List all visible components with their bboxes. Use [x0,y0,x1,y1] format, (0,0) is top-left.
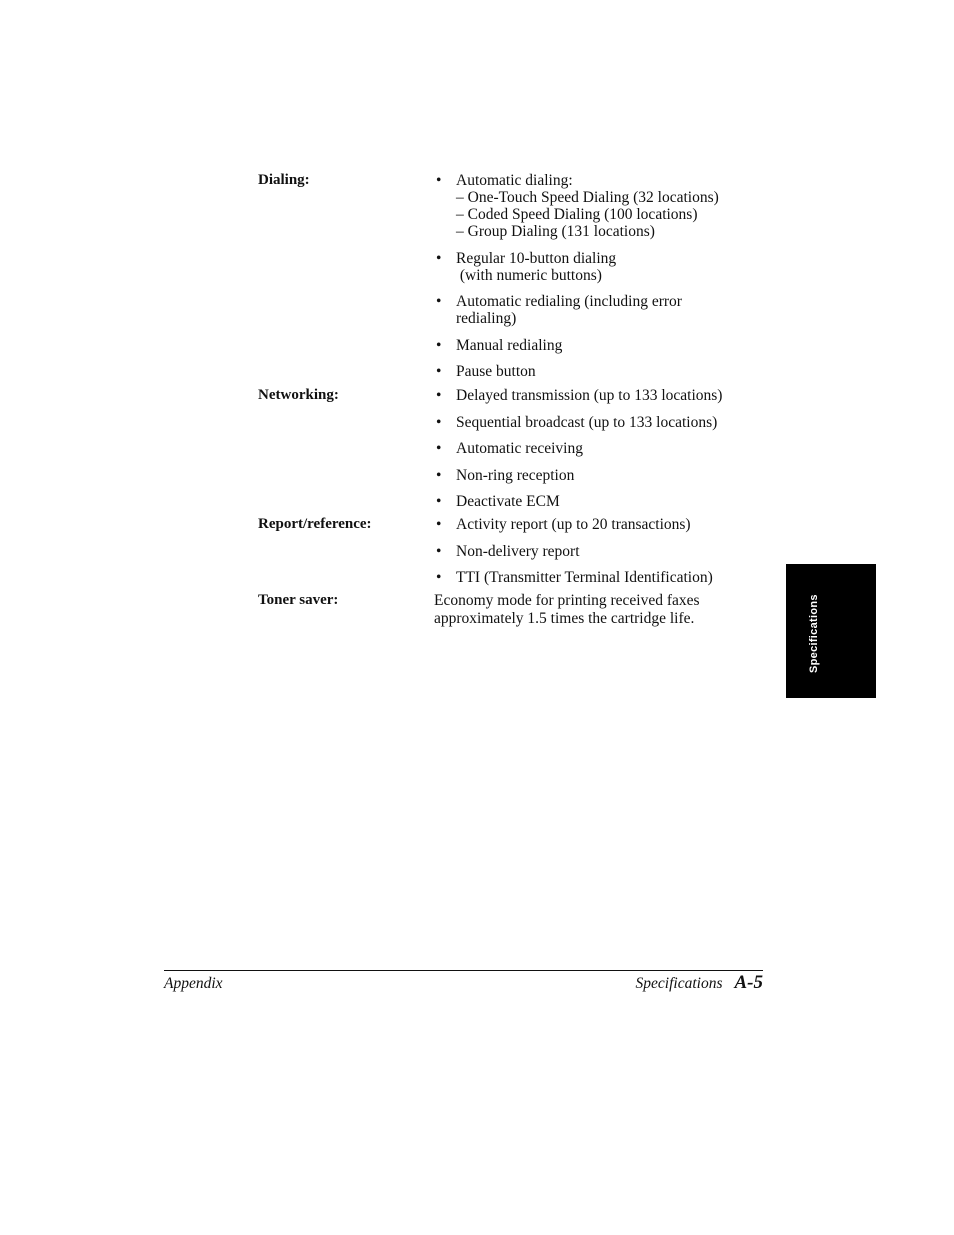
term-networking: Networking: [258,387,339,403]
term-report-reference: Report/reference: [258,516,372,532]
list-item: • Pause button [436,363,536,380]
footer-section: Specifications [635,975,723,992]
bullet-icon: • [436,336,442,354]
bullet-icon: • [436,363,442,380]
side-tab [786,564,876,698]
page-number: A-5 [734,972,763,993]
footer-chapter: Appendix [164,975,223,992]
list-item: • Automatic redialing (including error redialing) [436,293,682,327]
list-item: • Deactivate ECM [436,493,560,510]
list-item: • Regular 10-button dialing (with numeric buttons) [436,249,617,284]
bullet-list-report-reference [434,516,774,596]
bullet-icon: • [436,569,442,586]
list-item: • TTI (Transmitter Terminal Identification) [436,569,713,586]
bullet-icon: • [436,387,442,404]
list-item: • Non-ring reception [436,466,575,484]
bullet-icon: • [436,440,442,457]
footer-page-info [636,972,763,994]
list-item: • Delayed transmission (up to 133 locations) [436,387,723,404]
bullet-icon: • [436,172,442,189]
term-dialing: Dialing: [258,172,310,188]
bullet-icon: • [436,542,442,560]
bullet-icon: • [436,493,442,510]
list-item: • Sequential broadcast (up to 133 locations) [436,413,718,431]
bullet-icon: • [436,249,442,267]
list-item: • Automatic dialing: – One-Touch Speed Dialing (32 locations) – Coded Speed Dialing (100 locations) – Group Dialing (131 locations) [436,172,719,240]
term-toner-saver: Toner saver: [258,592,339,608]
toner-saver-description: Economy mode for printing received faxes approximately 1.5 times the cartridge life. [434,592,700,627]
list-item: • Manual redialing [436,336,563,354]
bullet-list-dialing [434,172,774,390]
list-item: • Activity report (up to 20 transactions) [436,516,691,533]
bullet-icon: • [436,516,442,533]
bullet-icon: • [436,293,442,310]
bullet-icon: • [436,466,442,484]
list-item: • Non-delivery report [436,542,580,560]
footer-divider [164,970,763,971]
side-tab-label: Specifications [808,594,820,673]
bullet-icon: • [436,413,442,431]
bullet-list-networking [434,387,774,520]
list-item: • Automatic receiving [436,440,583,457]
